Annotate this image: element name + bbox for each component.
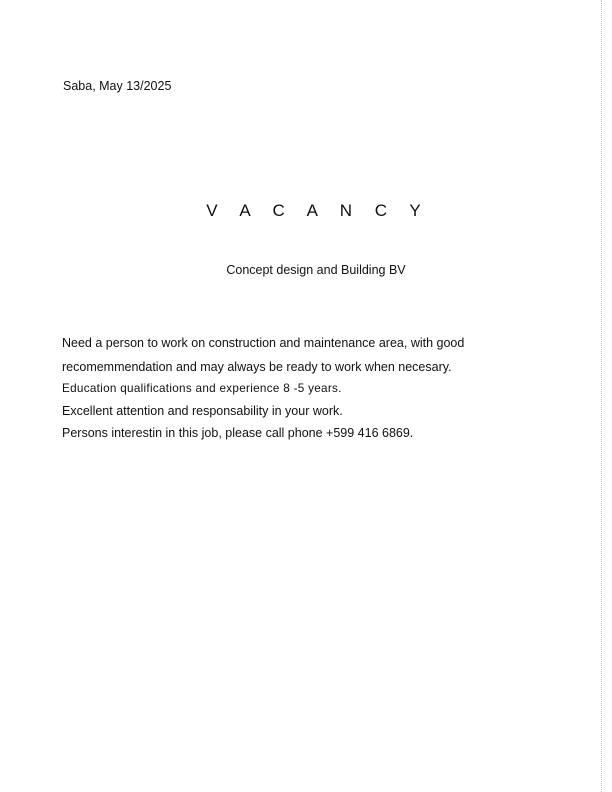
scan-edge-line [601,0,602,792]
body-line-recommendation: recomemmendation and may always be ready to work when necesary. [62,360,452,374]
body-line-education: Education qualifications and experience 8 -5 years. [62,382,342,395]
body-line-attention: Excellent attention and responsability in your work. [62,404,343,418]
body-line-requirement: Need a person to work on construction and maintenance area, with good [62,336,465,350]
vacancy-body [62,336,582,448]
page-title: V A C A N C Y [206,201,430,220]
body-line-contact: Persons interestin in this job, please call phone +599 416 6869. [62,426,414,440]
letter-date: Saba, May 13/2025 [63,79,172,93]
company-name: Concept design and Building BV [226,263,406,277]
